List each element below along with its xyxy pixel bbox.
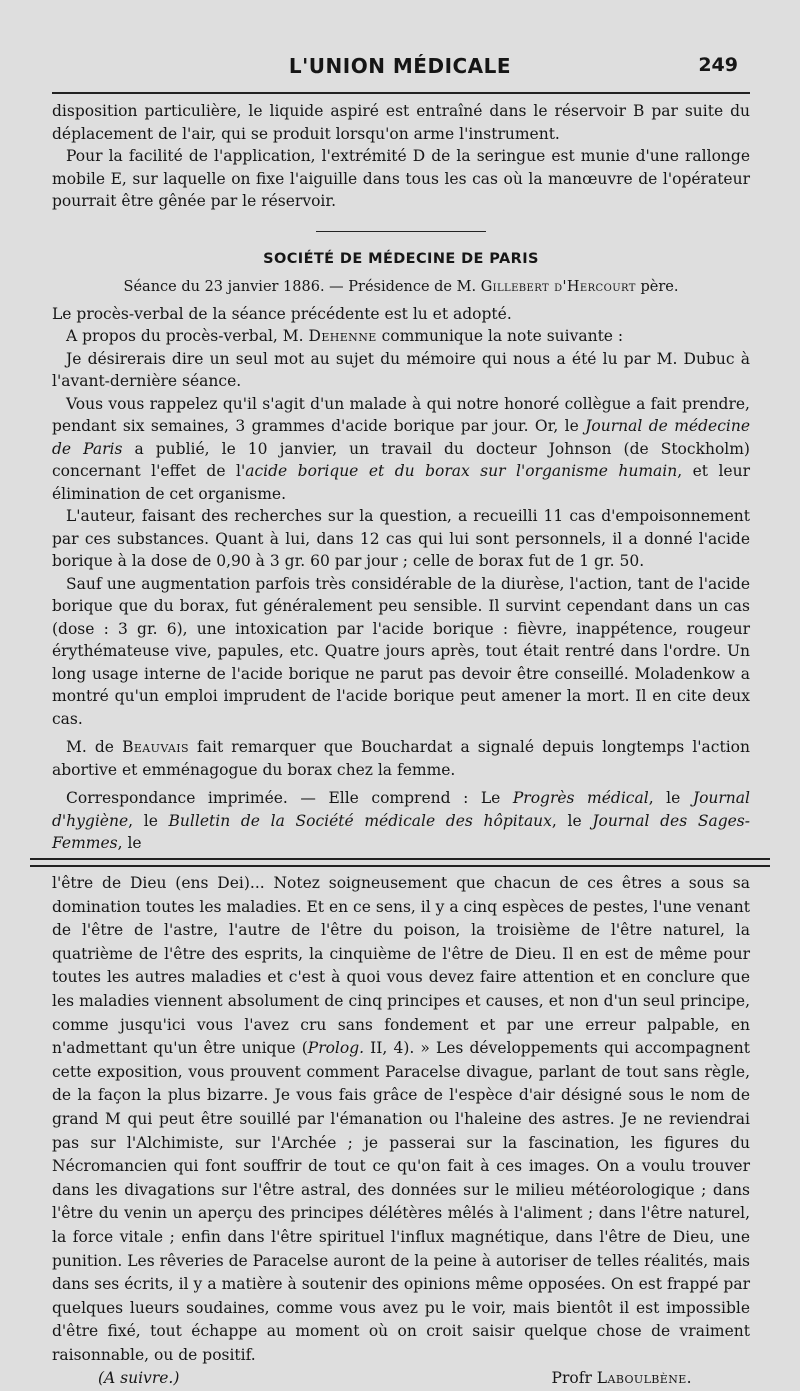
paragraph-proces-verbal: Le procès-verbal de la séance précédente est lu et adopté. bbox=[52, 304, 512, 323]
text: , le bbox=[117, 834, 142, 852]
author-name: Laboulbène. bbox=[596, 1369, 692, 1388]
work-title: acide borique et du borax sur l'organisme humain bbox=[245, 462, 678, 480]
page-number: 249 bbox=[698, 54, 738, 76]
paragraph-dubuc: Je désirerais dire un seul mot au sujet du mémoire qui nous a été lu par M. Dubuc à l'avant-dernière séance. bbox=[52, 349, 750, 390]
paragraph-effects: Sauf une augmentation parfois très considérable de la diurèse, l'action, tant de l'acide borique que du borax, fut généralement peu sensible. Il survint cependant dans un cas (dose : 3 gr. 6), une intoxication par l'acide borique : fièvre, inappétence, rougeur érythémateuse vive, papules, etc. Quatre jours après, tout était rentré dans l'ordre. Un long usage interne de l'acide borique ne parut pas devoir être conseillé. Moladenkow a montré qu'un emploi imprudent de l'acide borique peut amener la mort. Il en cite deux cas. bbox=[52, 574, 750, 728]
text: a publié, le 10 janvier, un travail du docteur Johnson (de Stockholm) concernant l'effet de l' bbox=[52, 439, 750, 480]
text: A propos du procès-verbal, M. bbox=[66, 327, 309, 345]
person-name: Beauvais bbox=[122, 738, 189, 756]
journal-name: Journal des Sages-Femmes bbox=[52, 811, 750, 852]
text: Correspondance imprimée. — Elle comprend : Le bbox=[66, 789, 513, 807]
feuilleton-column bbox=[52, 872, 750, 1391]
signature-line bbox=[52, 1367, 750, 1391]
author bbox=[552, 1367, 692, 1391]
paragraph-cases: L'auteur, faisant des recherches sur la question, a recueilli 11 cas d'empoisonnement par ces substances. Quant à lui, dans 12 cas qui lui sont personnels, il a donné l'acide borique à la dose de 0,90 à 3 gr. 60 par jour ; celle de borax fut de 1 gr. 50. bbox=[52, 507, 750, 570]
paragraph-syringe: Pour la facilité de l'application, l'extrémité D de la seringue est munie d'une rallonge mobile E, sur laquelle on fixe l'aiguille dans tous les cas où la manœuvre de l'opérateur pourrait être gênée par le réservoir. bbox=[52, 147, 750, 210]
journal-name: Progrès médical bbox=[512, 789, 649, 807]
main-column bbox=[52, 100, 750, 855]
text: l'être de Dieu (ens Dei)... Notez soigneusement que chacun de ces êtres a sous sa domination toutes les maladies. Et en ce sens, il y a cinq espèces de pestes, l'une venant de l'être de l'astre, l'autre de l'être du poison, la troisième de l'être naturel, la quatrième de l'être des esprits, la cinquième de l'être de Dieu. Il en est de même pour toutes les autres maladies et c'est à quoi vous devez faire attention et en conclure que les maladies viennent absolument de cinq principes et causes, et non d'un seul principe, comme jusqu'ici vous l'avez cru sans fondement et par une erreur palpable, en n'admettant qu'un être unique ( bbox=[52, 874, 750, 1058]
text: , le bbox=[551, 811, 593, 830]
paragraph-correspondance bbox=[52, 787, 750, 855]
text: M. de bbox=[66, 738, 123, 756]
person-name: Dehenne bbox=[308, 327, 377, 345]
citation: Prolog. bbox=[307, 1039, 365, 1058]
author-title: Profr bbox=[551, 1369, 597, 1388]
paragraph-johnson bbox=[52, 393, 750, 506]
text: , le bbox=[648, 789, 693, 807]
page-header bbox=[52, 54, 748, 88]
journal-name: Journal de médecine de Paris bbox=[52, 417, 750, 458]
feuilleton-separator bbox=[30, 858, 770, 867]
seance-suffix: père. bbox=[635, 279, 679, 295]
text: , le bbox=[128, 811, 169, 830]
journal-title: L'UNION MÉDICALE bbox=[288, 54, 512, 78]
section-title: SOCIÉTÉ DE MÉDECINE DE PARIS bbox=[263, 250, 539, 267]
text: II, 4). » Les développements qui accompagnent cette exposition, vous prouvent comment Paracelse divague, parlant de tout sans règle, de la façon la plus bizarre. Je vous fais grâce de l'espèce d'air désigné sous le nom de grand M qui peut être souillé par l'émanation ou l'haleine des astres. Je ne reviendrai pas sur l'Alchimiste, sur l'Archée ; je passerai sur la fascination, les figures du Nécromancien qui font souffrir de tout ce qu'on fait à ces images. On a voulu trouver dans les divagations sur l'être astral, des données sur le milieu météorologique ; dans l'être du venin un aperçu des principes délétères mêlés à l'aliment ; dans l'être naturel, la force vitale ; enfin dans l'être spirituel l'influx magnétique, dans l'être de Dieu, une punition. Les rêveries de Paracelse auront de la peine à autoriser de telles réalités, mais dans ses écrits, il y a matière à soutenir des opinions même opposées. On est frappé par quelques lueurs soudaines, comme vous avez pu le voir, mais bientôt il est impossible d'être fixé, tout échappe au moment où on croit saisir quelque chose de vraiment raisonnable, ou de positif. bbox=[52, 1039, 751, 1364]
feuilleton-paragraph bbox=[52, 872, 750, 1367]
header-rule bbox=[52, 92, 750, 94]
paragraph-continuation: disposition particulière, le liquide aspiré est entraîné dans le réservoir B par suite du déplacement de l'air, qui se produit lorsqu'on arme l'instrument. bbox=[52, 102, 750, 143]
text: fait remarquer que Bouchardat a signalé depuis longtemps l'action abortive et emménagogue du borax chez la femme. bbox=[52, 738, 750, 779]
text: communique la note suivante : bbox=[376, 327, 624, 345]
president-name: Gillebert d'Hercourt bbox=[480, 279, 636, 295]
text: Vous vous rappelez qu'il s'agit d'un malade à qui notre honoré collègue a fait prendre, pendant six semaines, 3 grammes d'acide borique par jour. Or, le bbox=[52, 394, 750, 435]
seance-prefix: Séance du 23 janvier 1886. — Présidence de M. bbox=[123, 279, 481, 295]
section-divider bbox=[316, 231, 486, 232]
paragraph-dehenne bbox=[52, 325, 750, 348]
paragraph-beauvais bbox=[52, 736, 750, 781]
seance-line bbox=[52, 276, 750, 299]
journal-name: Bulletin de la Société médicale des hôpitaux bbox=[168, 811, 552, 830]
text: , et leur élimination de cet organisme. bbox=[52, 462, 750, 503]
journal-name: Journal d'hygiène bbox=[52, 789, 750, 830]
to-be-continued: (A suivre.) bbox=[98, 1369, 180, 1388]
